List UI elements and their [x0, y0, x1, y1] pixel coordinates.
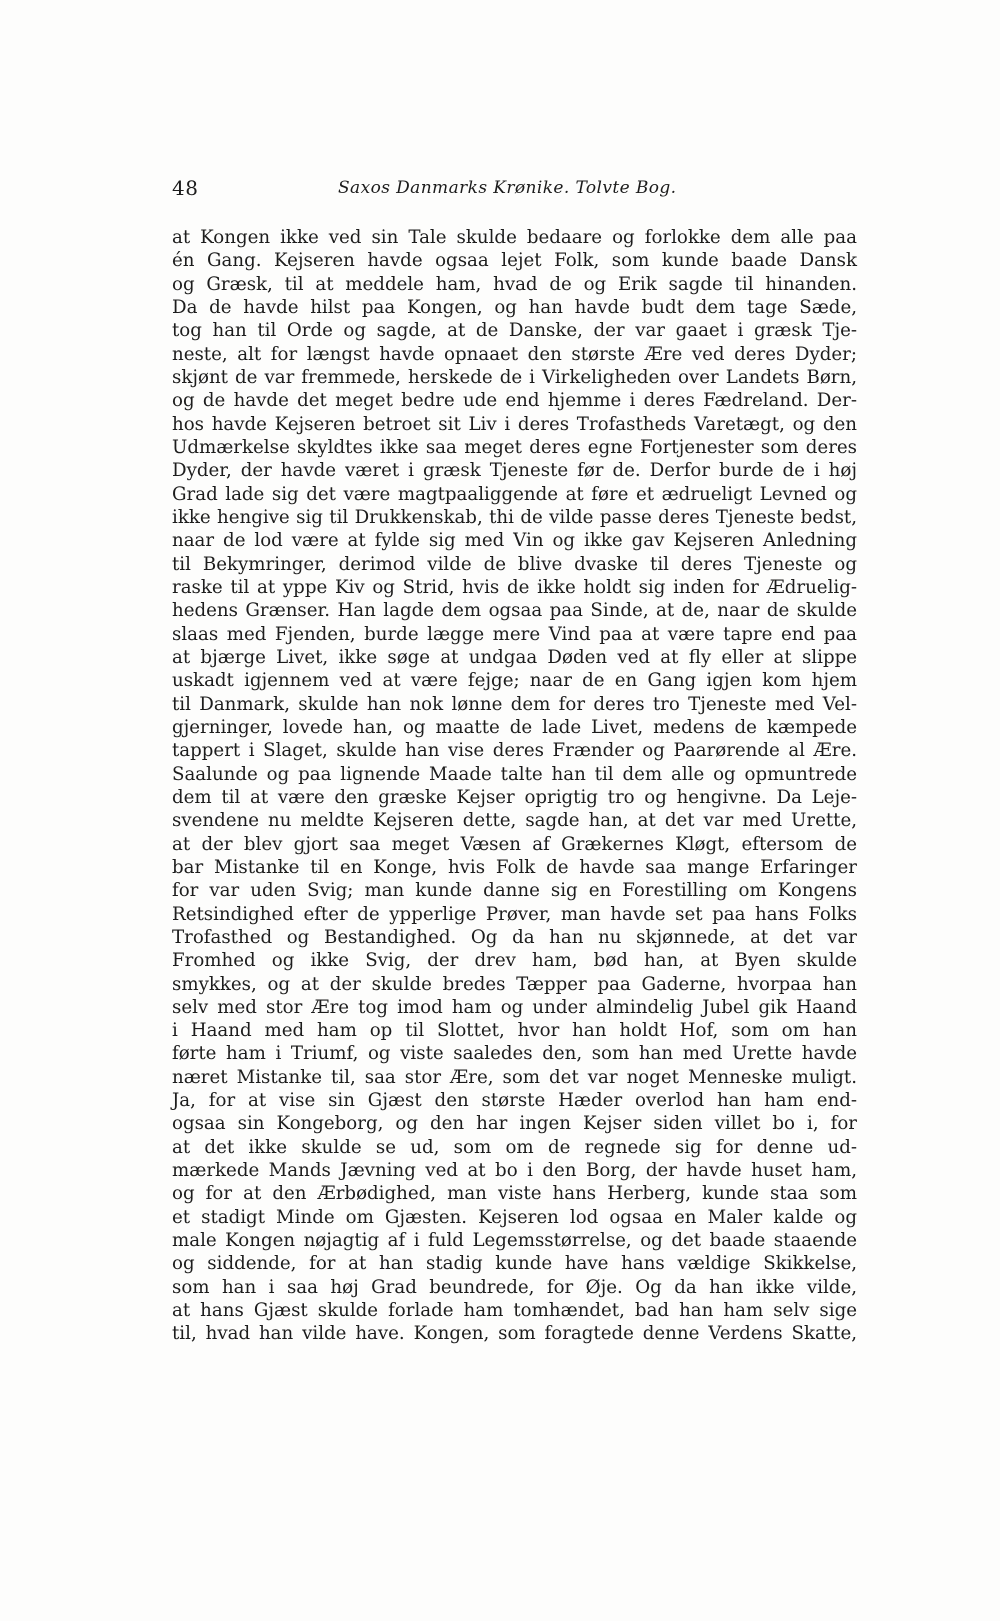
text-line: et stadigt Minde om Gjæsten. Kejseren lod ogsaa en Maler kalde og — [172, 1206, 857, 1228]
text-line: gjerninger, lovede han, og maatte de lade Livet, medens de kæmpede — [172, 716, 857, 738]
text-line: at bjærge Livet, ikke søge at undgaa Døden ved at fly eller at slippe — [172, 646, 857, 668]
text-line: at det ikke skulde se ud, som om de regnede sig for denne ud- — [172, 1136, 857, 1158]
text-line: selv med stor Ære tog imod ham og under almindelig Jubel gik Haand — [172, 996, 857, 1018]
text-line: neste, alt for længst havde opnaaet den største Ære ved deres Dyder; — [172, 343, 857, 365]
text-line: uskadt igjennem ved at være fejge; naar de en Gang igjen kom hjem — [172, 670, 857, 692]
text-line: som han i saa høj Grad beundrede, for Øje. Og da han ikke vilde, — [172, 1276, 857, 1298]
text-line: dem til at være den græske Kejser oprigtig tro og hengivne. Da Leje- — [172, 786, 857, 808]
text-line: at der blev gjort saa meget Væsen af Grækernes Kløgt, eftersom de — [172, 833, 857, 855]
text-line: til Bekymringer, derimod vilde de blive dvaske til deres Tjeneste og — [172, 553, 857, 575]
text-line: Retsindighed efter de ypperlige Prøver, man havde set paa hans Folks — [172, 903, 857, 925]
text-line: slaas med Fjenden, burde lægge mere Vind paa at være tapre end paa — [172, 623, 857, 645]
text-line: Dyder, der havde været i græsk Tjeneste før de. Derfor burde de i høj — [172, 460, 857, 482]
text-line: Da de havde hilst paa Kongen, og han havde budt dem tage Sæde, — [172, 296, 857, 318]
text-line: i Haand med ham op til Slottet, hvor han holdt Hof, som om han — [172, 1020, 857, 1042]
text-line: og de havde det meget bedre ude end hjemme i deres Fædreland. Der- — [172, 390, 857, 412]
text-line: ikke hengive sig til Drukkenskab, thi de vilde passe deres Tjeneste bedst, — [172, 506, 857, 528]
text-line: for var uden Svig; man kunde danne sig en Forestilling om Kongens — [172, 880, 857, 902]
text-line: tappert i Slaget, skulde han vise deres Frænder og Paarørende al Ære. — [172, 740, 857, 762]
text-line: smykkes, og at der skulde bredes Tæpper paa Gaderne, hvorpaa han — [172, 973, 857, 995]
text-line: Saalunde og paa lignende Maade talte han til dem alle og opmuntrede — [172, 763, 857, 785]
text-line: bar Mistanke til en Konge, hvis Folk de havde saa mange Erfaringer — [172, 856, 857, 878]
text-line: hedens Grænser. Han lagde dem ogsaa paa Sinde, at de, naar de skulde — [172, 600, 857, 622]
text-line: til, hvad han vilde have. Kongen, som foragtede denne Verdens Skatte, — [172, 1323, 857, 1345]
text-line: Udmærkelse skyldtes ikke saa meget deres egne Fortjenester som deres — [172, 436, 857, 458]
text-line: og Græsk, til at meddele ham, hvad de og Erik sagde til hinanden. — [172, 273, 857, 295]
text-line: hos havde Kejseren betroet sit Liv i deres Trofastheds Varetægt, og den — [172, 413, 857, 435]
running-title: Saxos Danmarks Krønike. Tolvte Bog. — [338, 178, 677, 198]
text-line: Grad lade sig det være magtpaaliggende at føre et ædrueligt Levned og — [172, 483, 857, 505]
text-line: naar de lod være at fylde sig med Vin og ikke gav Kejseren Anledning — [172, 530, 857, 552]
running-head — [172, 176, 862, 206]
text-line: og for at den Ærbødighed, man viste hans Herberg, kunde staa som — [172, 1183, 857, 1205]
text-line: og siddende, for at han stadig kunde have hans vældige Skikkelse, — [172, 1253, 857, 1275]
page-number: 48 — [172, 176, 199, 200]
text-line: næret Mistanke til, saa stor Ære, som det var noget Menneske muligt. — [172, 1066, 857, 1088]
text-line: raske til at yppe Kiv og Strid, hvis de ikke holdt sig inden for Ædruelig- — [172, 576, 857, 598]
text-line: skjønt de var fremmede, herskede de i Virkeligheden over Landets Børn, — [172, 366, 857, 388]
text-line: svendene nu meldte Kejseren dette, sagde han, at det var med Urette, — [172, 810, 857, 832]
text-line: førte ham i Triumf, og viste saaledes den, som han med Urette havde — [172, 1043, 857, 1065]
text-line: ogsaa sin Kongeborg, og den har ingen Kejser siden villet bo i, for — [172, 1113, 857, 1135]
text-line: at hans Gjæst skulde forlade ham tomhændet, bad han ham selv sige — [172, 1300, 857, 1322]
text-line: at Kongen ikke ved sin Tale skulde bedaare og forlokke dem alle paa — [172, 227, 857, 248]
text-line: Trofasthed og Bestandighed. Og da han nu skjønnede, at det var — [172, 926, 857, 948]
text-line: Ja, for at vise sin Gjæst den største Hæder overlod han ham end- — [172, 1090, 857, 1112]
text-line: mærkede Mands Jævning ved at bo i den Borg, der havde huset ham, — [172, 1160, 857, 1182]
text-line: Fromhed og ikke Svig, der drev ham, bød han, at Byen skulde — [172, 950, 857, 972]
body-text — [172, 226, 857, 1346]
text-line: én Gang. Kejseren havde ogsaa lejet Folk, som kunde baade Dansk — [172, 250, 857, 272]
text-line: male Kongen nøjagtig af i fuld Legemsstørrelse, og det baade staaende — [172, 1230, 857, 1252]
text-line: til Danmark, skulde han nok lønne dem for deres tro Tjeneste med Vel- — [172, 693, 857, 715]
text-line: tog han til Orde og sagde, at de Danske, der var gaaet i græsk Tje- — [172, 320, 857, 342]
